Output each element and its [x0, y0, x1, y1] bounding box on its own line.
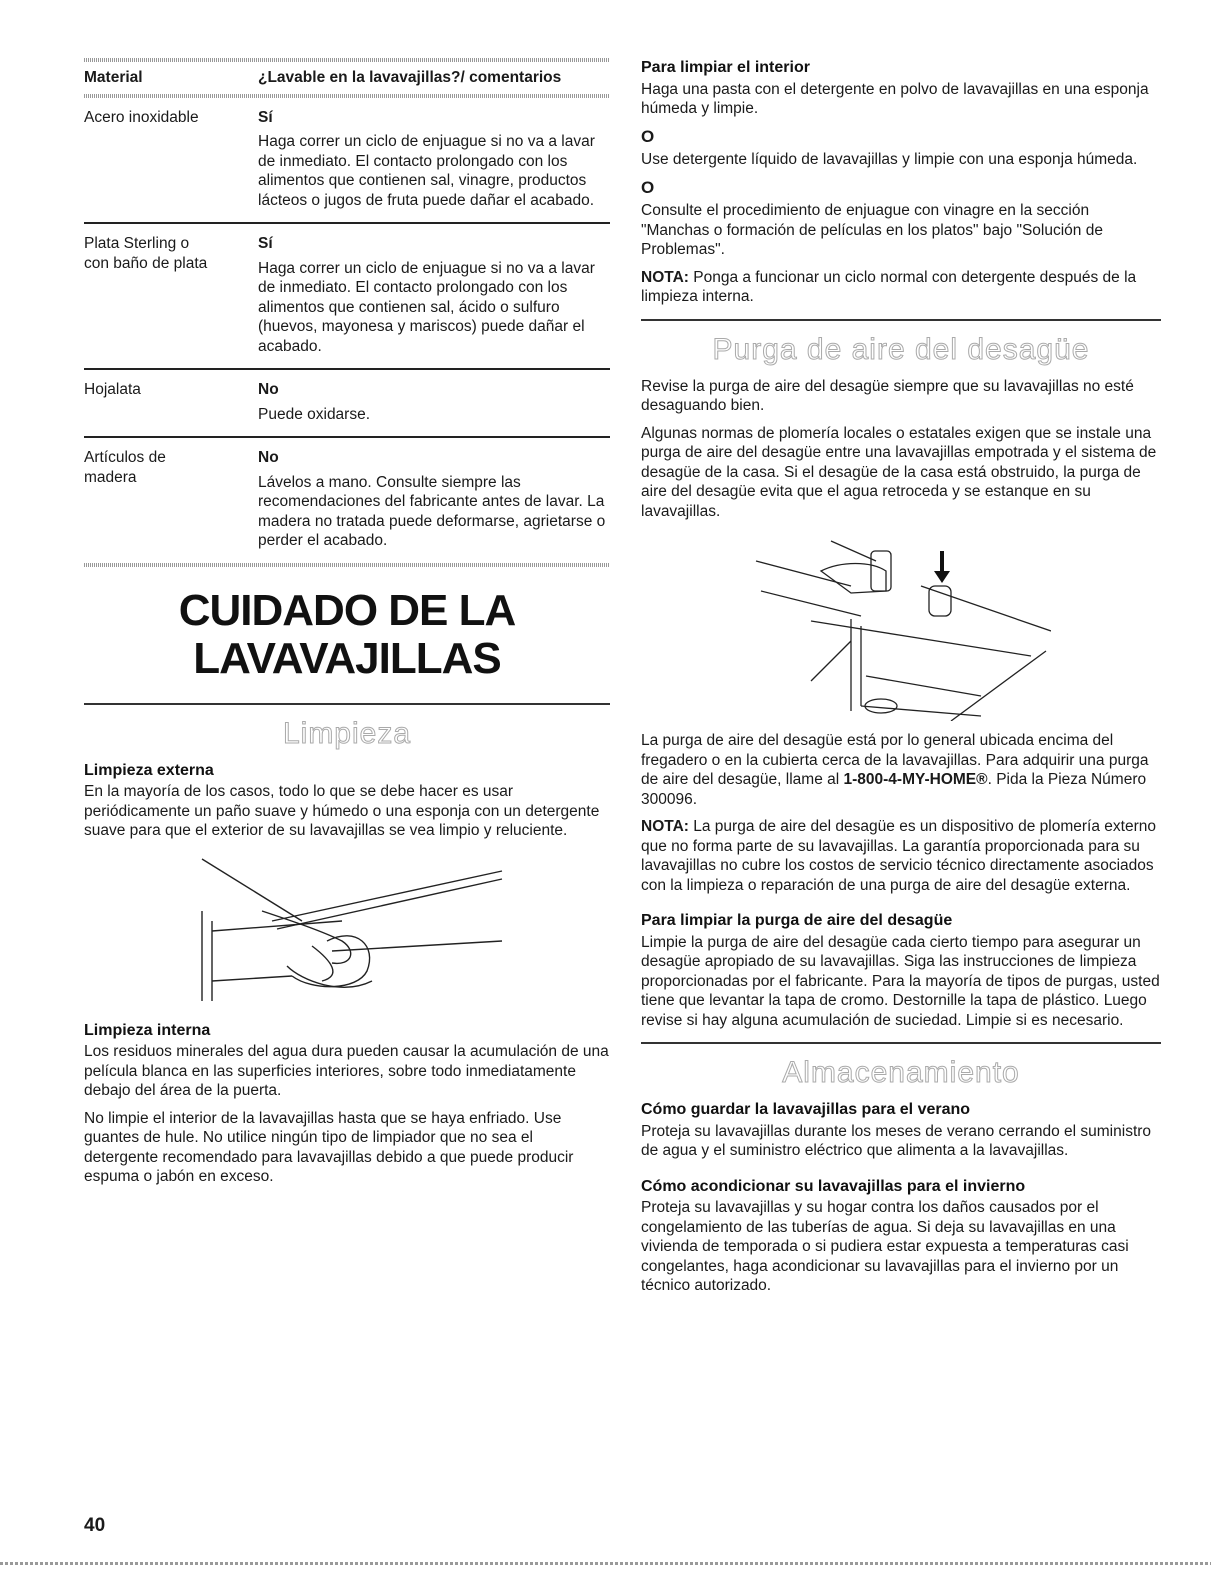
row-verdict: No: [258, 449, 279, 466]
clean-air-gap-title: Para limpiar la purga de aire del desagüe: [641, 912, 953, 929]
table-row: [84, 98, 610, 225]
interior-text-2: Use detergente líquido de lavavajillas y limpie con una esponja húmeda.: [641, 151, 1138, 168]
row-material: Artículos de madera: [84, 449, 166, 486]
verano-title: Cómo guardar la lavavajillas para el verano: [641, 1101, 971, 1118]
nota-label: NOTA:: [641, 268, 689, 286]
interna-title: Limpieza interna: [84, 1021, 211, 1039]
purga-text-3: [641, 731, 1161, 809]
row-comment: Haga correr un ciclo de enjuague si no va a lavar de inmediato. El contacto prolongado con los alimentos que contienen sal, ácido o sulfuro (huevos, mayonesa y mariscos) puede dañar el acabado.: [258, 259, 595, 355]
section-rule: [641, 1042, 1161, 1044]
interior-nota: [641, 268, 1161, 307]
invierno-text: Proteja su lavavajillas y su hogar contra los daños causados por el congelamiento de las tuberías de agua. Si deja su lavavajillas en una vivienda de temporada o si pudiera estar expuesta a temperaturas casi congelantes, haga acondicionar su lavavajillas para el invierno por un técnico autorizado.: [641, 1199, 1129, 1294]
externa-title: Limpieza externa: [84, 761, 214, 779]
or-label: O: [641, 177, 655, 197]
main-title: [84, 587, 610, 683]
row-verdict: Sí: [258, 108, 273, 126]
purga-text-3b: . Pida la Pieza Número 300096.: [641, 771, 1147, 808]
purga-text-1: Revise la purga de aire del desagüe siempre que su lavavajillas no esté desaguando bien.: [641, 377, 1134, 414]
bottom-rule: [0, 1562, 1211, 1565]
interna-text-2: No limpie el interior de la lavavajillas hasta que se haya enfriado. Use guantes de hule. No utilice ningún tipo de limpiador que no sea el detergente recomendado para lavavajillas debido a que puede producir espuma o jabón en exceso.: [84, 1109, 574, 1185]
interna-text-1: Los residuos minerales del agua dura pueden causar la acumulación de una película blanca en las superficies interiores, sobre todo inmediatamente debajo del área de la puerta.: [84, 1043, 609, 1099]
row-comment: Haga correr un ciclo de enjuague si no va a lavar de inmediato. El contacto prolongado con los alimentos que contienen sal, vinagre, productos lácteos o jugos de fruta puede dañar el acabado.: [258, 133, 595, 209]
left-column: [84, 58, 610, 1195]
table-row: [84, 224, 610, 370]
row-material: Acero inoxidable: [84, 108, 199, 126]
exterior-wipe-illustration: [182, 851, 512, 1011]
page-number: 40: [84, 1515, 106, 1536]
table-header: [84, 62, 610, 94]
table-row: [84, 370, 610, 438]
table-bottom-rule: [84, 563, 610, 567]
verano-text: Proteja su lavavajillas durante los meses de verano cerrando el suministro de agua y el suministro eléctrico que alimenta a la lavavajillas.: [641, 1122, 1152, 1159]
limpieza-heading: Limpieza: [282, 716, 412, 750]
main-title-line1: CUIDADO DE LA: [178, 585, 516, 635]
row-verdict: Sí: [258, 235, 273, 252]
nota-text: La purga de aire del desagüe es un dispositivo de plomería externo que no forma parte de su lavavajillas. La garantía proporcionada para su lavavajillas no cubre los costos de servicio técnico directamente asociados con la limpieza o reparación de una purga de aire del desagüe externa.: [641, 818, 1156, 894]
section-rule: [84, 703, 610, 705]
table-header-rule: [84, 94, 610, 98]
main-title-line2: LAVAVAJILLAS: [193, 633, 501, 683]
header-material: Material: [84, 69, 143, 86]
interior-text-1: Haga una pasta con el detergente en polvo de lavavajillas en una esponja húmeda y limpie.: [641, 80, 1149, 117]
almacenamiento-heading: Almacenamiento: [782, 1056, 1020, 1089]
purga-heading: Purga de aire del desagüe: [712, 332, 1090, 366]
interior-title: Para limpiar el interior: [641, 59, 810, 76]
externa-text: En la mayoría de los casos, todo lo que se debe hacer es usar periódicamente un paño suave y húmedo o una esponja con un detergente suave para que el exterior de su lavavajillas se vea limpio y reluciente.: [84, 783, 600, 839]
table-row: [84, 438, 610, 563]
section-rule: [641, 319, 1161, 321]
nota-text: Ponga a funcionar un ciclo normal con detergente después de la limpieza interna.: [641, 268, 1137, 305]
phone-number: 1-800-4-MY-HOME®: [843, 771, 988, 788]
right-column: [641, 58, 1161, 1304]
air-gap-illustration: [751, 531, 1051, 721]
row-material: Hojalata: [84, 381, 141, 398]
clean-air-gap-text: Limpie la purga de aire del desagüe cada cierto tiempo para asegurar un desagüe apropiado de su lavavajillas. Siga las instrucciones de limpieza proporcionadas por el fabricante. Para la mayoría de tipos de purgas, usted tiene que levantar la tapa de cromo. Destornille la tapa de plástico. Luego revise si hay alguna acumulación de suciedad. Limpie si es necesario.: [641, 933, 1160, 1029]
header-washable: ¿Lavable en la lavavajillas?/ comentarios: [258, 69, 562, 86]
nota-label: NOTA:: [641, 818, 689, 835]
row-material: Plata Sterling o con baño de plata: [84, 235, 208, 272]
row-verdict: No: [258, 381, 279, 398]
row-comment: Lávelos a mano. Consulte siempre las recomendaciones del fabricante antes de lavar. La madera no tratada puede deformarse, agrietarse o perder el acabado.: [258, 473, 606, 549]
purga-text-3a: La purga de aire del desagüe está por lo general ubicada encima del fregadero o en la cubierta cerca de la lavavajillas. Para adquirir una purga de aire del desagüe, llame al: [641, 732, 1149, 788]
interior-text-3: Consulte el procedimiento de enjuague con vinagre en la sección "Manchas o formación de películas en los platos" bajo "Solución de Problemas".: [641, 202, 1103, 258]
row-comment: Puede oxidarse.: [258, 405, 371, 423]
purga-nota: [641, 817, 1161, 895]
invierno-title: Cómo acondicionar su lavavajillas para el invierno: [641, 1177, 1026, 1195]
purga-text-2: Algunas normas de plomería locales o estatales exigen que se instale una purga de aire del desagüe entre una lavavajillas empotrada y el sistema de desagüe de la casa. Si el desagüe de la casa está obstruido, la purga de aire del desagüe evita que el agua retroceda y se estanque en su lavavajillas.: [641, 424, 1157, 520]
table-top-rule: [84, 58, 610, 62]
or-label: O: [641, 126, 655, 146]
